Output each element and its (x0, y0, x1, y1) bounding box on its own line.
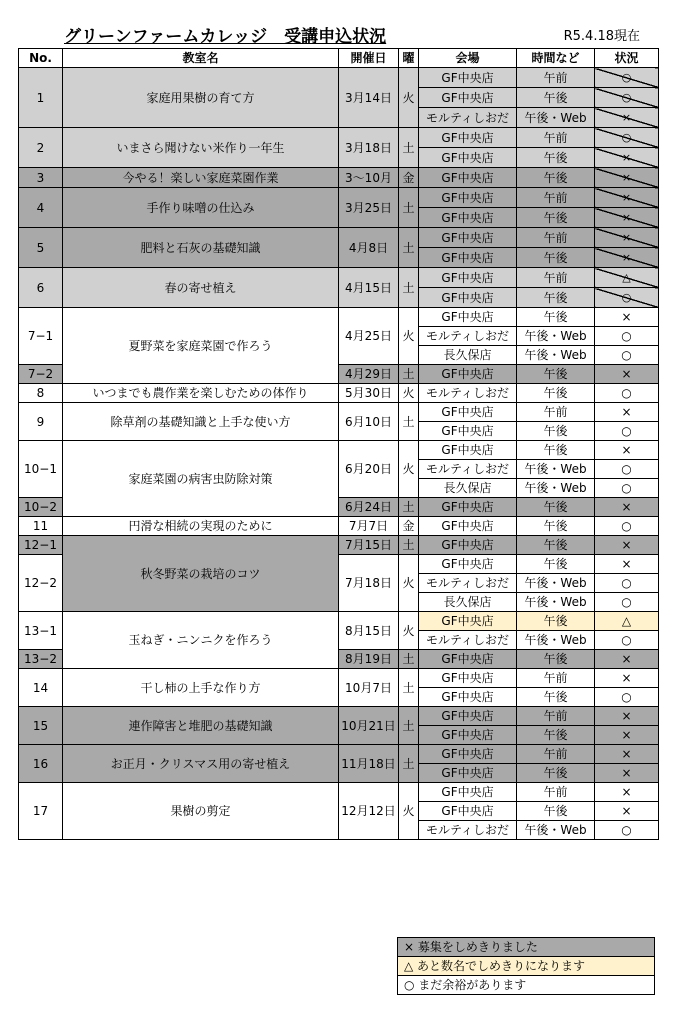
status-mark: × (621, 151, 632, 164)
table-row (19, 517, 659, 536)
session-status (595, 726, 659, 745)
session-venue: GF中央店 (419, 188, 517, 208)
status-mark: ○ (621, 690, 632, 704)
table-row (19, 403, 659, 422)
session-time: 午後 (517, 650, 595, 669)
session-status (595, 268, 659, 288)
class-weekday: 土 (399, 268, 419, 308)
session-status (595, 68, 659, 88)
class-date: 3月25日 (339, 188, 399, 228)
col-header-class: 教室名 (63, 49, 339, 68)
session-status (595, 403, 659, 422)
class-weekday: 火 (399, 555, 419, 612)
session-status (595, 308, 659, 327)
class-date: 3～10月 (339, 168, 399, 188)
session-venue: GF中央店 (419, 365, 517, 384)
session-venue: GF中央店 (419, 268, 517, 288)
class-weekday: 土 (399, 188, 419, 228)
class-number: 1 (19, 68, 63, 128)
class-number: 5 (19, 228, 63, 268)
class-weekday: 火 (399, 441, 419, 498)
class-name: お正月・クリスマス用の寄せ植え (63, 745, 339, 783)
status-mark: ○ (621, 291, 632, 304)
class-date: 6月20日 (339, 441, 399, 498)
status-mark: ○ (621, 329, 632, 343)
session-venue: GF中央店 (419, 726, 517, 745)
session-status (595, 441, 659, 460)
session-time: 午後 (517, 441, 595, 460)
class-name: 夏野菜を家庭菜園で作ろう (63, 308, 339, 384)
col-header-no: No. (19, 49, 63, 68)
class-weekday: 土 (399, 365, 419, 384)
status-mark: ○ (621, 424, 632, 438)
page-title: グリーンファームカレッジ 受講申込状況 (64, 27, 387, 47)
session-venue: GF中央店 (419, 783, 517, 802)
status-mark: ○ (621, 576, 632, 590)
session-venue: GF中央店 (419, 68, 517, 88)
status-mark: × (621, 671, 632, 685)
session-venue: GF中央店 (419, 707, 517, 726)
session-time: 午後 (517, 498, 595, 517)
table-header-row (19, 49, 659, 68)
header (18, 22, 658, 46)
session-venue: モルティしおだ (419, 384, 517, 403)
class-weekday: 土 (399, 650, 419, 669)
table-row (19, 707, 659, 726)
class-name: 干し柿の上手な作り方 (63, 669, 339, 707)
status-mark: × (621, 747, 632, 761)
status-mark: × (621, 652, 632, 666)
session-time: 午後 (517, 422, 595, 441)
session-venue: GF中央店 (419, 248, 517, 268)
class-date: 3月18日 (339, 128, 399, 168)
status-mark: △ (621, 614, 632, 628)
status-mark: ○ (621, 823, 632, 837)
class-name: 肥料と石灰の基礎知識 (63, 228, 339, 268)
class-number: 6 (19, 268, 63, 308)
class-weekday: 火 (399, 384, 419, 403)
table-row (19, 783, 659, 802)
session-time: 午後・Web (517, 631, 595, 650)
class-weekday: 火 (399, 68, 419, 128)
status-mark: ○ (621, 131, 632, 144)
table-row (19, 188, 659, 208)
as-of-date: R5.4.18現在 (563, 29, 640, 44)
session-venue: モルティしおだ (419, 631, 517, 650)
session-status (595, 574, 659, 593)
col-header-status: 状況 (595, 49, 659, 68)
class-weekday: 土 (399, 403, 419, 441)
session-time: 午前 (517, 228, 595, 248)
legend-closed: × 募集をしめきりました (398, 938, 655, 957)
class-number: 12−1 (19, 536, 63, 555)
session-status (595, 650, 659, 669)
class-name: 春の寄せ植え (63, 268, 339, 308)
session-status (595, 707, 659, 726)
session-status (595, 168, 659, 188)
class-name: 円滑な相続の実現のために (63, 517, 339, 536)
session-time: 午後 (517, 517, 595, 536)
session-time: 午後 (517, 208, 595, 228)
table-row (19, 384, 659, 403)
session-venue: GF中央店 (419, 650, 517, 669)
session-status (595, 128, 659, 148)
status-mark: ○ (621, 91, 632, 104)
class-date: 7月18日 (339, 555, 399, 612)
session-venue: GF中央店 (419, 403, 517, 422)
session-venue: GF中央店 (419, 128, 517, 148)
session-status (595, 783, 659, 802)
session-status (595, 802, 659, 821)
class-name: いまさら聞けない米作り一年生 (63, 128, 339, 168)
session-venue: GF中央店 (419, 764, 517, 783)
session-venue: モルティしおだ (419, 327, 517, 346)
class-number: 7−2 (19, 365, 63, 384)
session-time: 午後・Web (517, 479, 595, 498)
status-mark: × (621, 709, 632, 723)
status-mark: × (621, 405, 632, 419)
status-mark: × (621, 310, 632, 324)
class-weekday: 土 (399, 745, 419, 783)
session-venue: GF中央店 (419, 308, 517, 327)
class-date: 4月8日 (339, 228, 399, 268)
session-status (595, 669, 659, 688)
session-time: 午前 (517, 188, 595, 208)
class-number: 10−2 (19, 498, 63, 517)
session-status (595, 88, 659, 108)
session-venue: モルティしおだ (419, 574, 517, 593)
status-mark: ○ (621, 595, 632, 609)
status-mark: × (621, 191, 632, 204)
class-number: 12−2 (19, 555, 63, 612)
class-number: 3 (19, 168, 63, 188)
status-mark: △ (622, 271, 631, 284)
class-weekday: 火 (399, 783, 419, 840)
session-time: 午後 (517, 288, 595, 308)
status-mark: ○ (621, 519, 632, 533)
session-status (595, 422, 659, 441)
status-mark: ○ (621, 71, 632, 84)
class-number: 2 (19, 128, 63, 168)
class-date: 12月12日 (339, 783, 399, 840)
session-status (595, 479, 659, 498)
session-time: 午前 (517, 707, 595, 726)
session-status (595, 555, 659, 574)
session-status (595, 148, 659, 168)
status-mark: × (621, 443, 632, 457)
legend (397, 937, 655, 995)
session-venue: GF中央店 (419, 688, 517, 707)
class-number: 15 (19, 707, 63, 745)
session-venue: GF中央店 (419, 536, 517, 555)
class-weekday: 土 (399, 669, 419, 707)
class-weekday: 金 (399, 168, 419, 188)
class-weekday: 土 (399, 128, 419, 168)
status-mark: × (621, 251, 632, 264)
session-time: 午前 (517, 68, 595, 88)
session-time: 午前 (517, 128, 595, 148)
status-mark: × (621, 500, 632, 514)
class-number: 8 (19, 384, 63, 403)
status-mark: ○ (621, 386, 632, 400)
class-name: 果樹の剪定 (63, 783, 339, 840)
status-mark: × (621, 211, 632, 224)
status-mark: × (621, 557, 632, 571)
class-date: 5月30日 (339, 384, 399, 403)
class-number: 4 (19, 188, 63, 228)
class-weekday: 金 (399, 517, 419, 536)
session-venue: 長久保店 (419, 593, 517, 612)
table-row (19, 612, 659, 631)
status-mark: × (621, 766, 632, 780)
status-mark: ○ (621, 462, 632, 476)
class-date: 4月25日 (339, 308, 399, 365)
class-weekday: 土 (399, 228, 419, 268)
class-date: 8月19日 (339, 650, 399, 669)
session-venue: GF中央店 (419, 517, 517, 536)
session-venue: GF中央店 (419, 555, 517, 574)
session-time: 午後 (517, 88, 595, 108)
status-mark: × (621, 728, 632, 742)
class-number: 14 (19, 669, 63, 707)
session-time: 午後 (517, 536, 595, 555)
class-name: 玉ねぎ・ニンニクを作ろう (63, 612, 339, 669)
class-name: 家庭菜園の病害虫防除対策 (63, 441, 339, 517)
session-venue: GF中央店 (419, 208, 517, 228)
session-venue: 長久保店 (419, 479, 517, 498)
session-venue: GF中央店 (419, 802, 517, 821)
session-venue: GF中央店 (419, 498, 517, 517)
session-venue: GF中央店 (419, 168, 517, 188)
session-status (595, 593, 659, 612)
table-row (19, 536, 659, 555)
class-weekday: 火 (399, 308, 419, 365)
session-venue: GF中央店 (419, 288, 517, 308)
session-time: 午前 (517, 745, 595, 764)
session-status (595, 821, 659, 840)
session-status (595, 612, 659, 631)
session-status (595, 384, 659, 403)
session-venue: GF中央店 (419, 745, 517, 764)
class-weekday: 土 (399, 536, 419, 555)
session-status (595, 498, 659, 517)
class-date: 6月24日 (339, 498, 399, 517)
status-mark: × (621, 804, 632, 818)
class-date: 3月14日 (339, 68, 399, 128)
session-venue: モルティしおだ (419, 108, 517, 128)
session-status (595, 764, 659, 783)
session-time: 午後 (517, 802, 595, 821)
table-row (19, 308, 659, 327)
class-number: 9 (19, 403, 63, 441)
session-venue: GF中央店 (419, 228, 517, 248)
table-row (19, 669, 659, 688)
class-name: いつまでも農作業を楽しむための体作り (63, 384, 339, 403)
session-time: 午前 (517, 403, 595, 422)
col-header-venue: 会場 (419, 49, 517, 68)
session-venue: GF中央店 (419, 669, 517, 688)
session-status (595, 688, 659, 707)
session-venue: GF中央店 (419, 148, 517, 168)
class-weekday: 火 (399, 612, 419, 650)
session-time: 午後 (517, 612, 595, 631)
session-venue: GF中央店 (419, 422, 517, 441)
class-weekday: 土 (399, 498, 419, 517)
session-time: 午後 (517, 555, 595, 574)
class-date: 4月29日 (339, 365, 399, 384)
class-name: 手作り味噌の仕込み (63, 188, 339, 228)
session-status (595, 248, 659, 268)
table-row (19, 228, 659, 248)
session-venue: GF中央店 (419, 441, 517, 460)
session-status (595, 108, 659, 128)
class-date: 10月21日 (339, 707, 399, 745)
session-time: 午後 (517, 168, 595, 188)
session-time: 午後 (517, 726, 595, 745)
class-date: 7月15日 (339, 536, 399, 555)
session-status (595, 188, 659, 208)
session-time: 午後 (517, 688, 595, 707)
table-row (19, 441, 659, 460)
status-mark: ○ (621, 348, 632, 362)
class-weekday: 土 (399, 707, 419, 745)
status-mark: × (621, 171, 632, 184)
class-number: 13−1 (19, 612, 63, 650)
table-row (19, 68, 659, 88)
session-time: 午後・Web (517, 821, 595, 840)
session-time: 午後 (517, 384, 595, 403)
session-time: 午後 (517, 365, 595, 384)
table-row (19, 268, 659, 288)
class-date: 7月7日 (339, 517, 399, 536)
class-date: 10月7日 (339, 669, 399, 707)
table-row (19, 745, 659, 764)
class-date: 4月15日 (339, 268, 399, 308)
session-status (595, 228, 659, 248)
session-time: 午後 (517, 248, 595, 268)
session-time: 午前 (517, 783, 595, 802)
session-time: 午後・Web (517, 108, 595, 128)
session-venue: GF中央店 (419, 88, 517, 108)
session-status (595, 517, 659, 536)
session-venue: モルティしおだ (419, 821, 517, 840)
table-body (19, 68, 659, 840)
session-time: 午後 (517, 764, 595, 783)
session-time: 午前 (517, 669, 595, 688)
status-mark: × (621, 367, 632, 381)
table-row (19, 168, 659, 188)
class-number: 13−2 (19, 650, 63, 669)
status-mark: ○ (621, 481, 632, 495)
status-mark: × (621, 538, 632, 552)
session-status (595, 631, 659, 650)
session-time: 午後 (517, 148, 595, 168)
status-mark: ○ (621, 633, 632, 647)
session-time: 午後・Web (517, 346, 595, 365)
status-mark: × (621, 111, 632, 124)
class-date: 6月10日 (339, 403, 399, 441)
session-venue: モルティしおだ (419, 460, 517, 479)
col-header-time: 時間など (517, 49, 595, 68)
status-mark: × (621, 231, 632, 244)
session-time: 午後・Web (517, 460, 595, 479)
class-number: 16 (19, 745, 63, 783)
col-header-date: 開催日 (339, 49, 399, 68)
class-name: 秋冬野菜の栽培のコツ (63, 536, 339, 612)
class-name: 除草剤の基礎知識と上手な使い方 (63, 403, 339, 441)
class-number: 10−1 (19, 441, 63, 498)
session-status (595, 327, 659, 346)
session-time: 午後 (517, 308, 595, 327)
session-status (595, 460, 659, 479)
session-venue: GF中央店 (419, 612, 517, 631)
session-status (595, 288, 659, 308)
session-time: 午後・Web (517, 593, 595, 612)
class-name: 連作障害と堆肥の基礎知識 (63, 707, 339, 745)
session-status (595, 365, 659, 384)
session-status (595, 208, 659, 228)
class-date: 11月18日 (339, 745, 399, 783)
session-time: 午後・Web (517, 574, 595, 593)
session-venue: 長久保店 (419, 346, 517, 365)
legend-available: ○ まだ余裕があります (398, 976, 655, 995)
status-mark: × (621, 785, 632, 799)
session-status (595, 536, 659, 555)
session-status (595, 346, 659, 365)
class-name: 家庭用果樹の育て方 (63, 68, 339, 128)
table-row (19, 128, 659, 148)
session-time: 午後・Web (517, 327, 595, 346)
col-header-dow: 曜 (399, 49, 419, 68)
class-number: 7−1 (19, 308, 63, 365)
class-name: 今やる！楽しい家庭菜園作業 (63, 168, 339, 188)
class-date: 8月15日 (339, 612, 399, 650)
class-number: 11 (19, 517, 63, 536)
schedule-table (18, 48, 659, 840)
session-status (595, 745, 659, 764)
session-time: 午前 (517, 268, 595, 288)
class-number: 17 (19, 783, 63, 840)
legend-few-left: △ あと数名でしめきりになります (398, 957, 655, 976)
